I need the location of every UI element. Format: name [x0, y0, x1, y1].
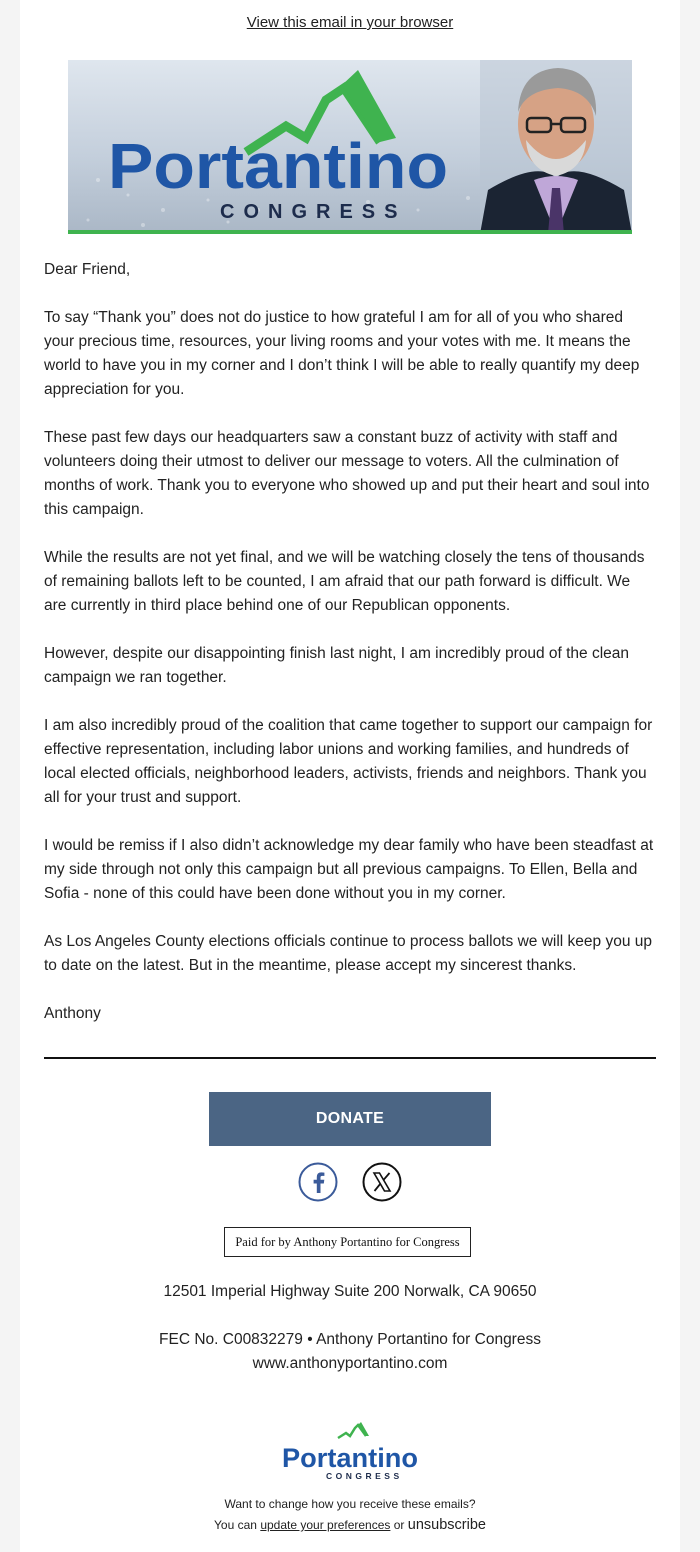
letter-signature: Anthony: [44, 1005, 101, 1022]
preferences-prompt: Want to change how you receive these emails?: [224, 1497, 476, 1511]
website-link[interactable]: www.anthonyportantino.com: [252, 1355, 448, 1372]
footer-logo-subtitle: CONGRESS: [326, 1471, 403, 1481]
letter-content: [44, 258, 656, 1050]
update-preferences-link[interactable]: update your preferences: [260, 1518, 391, 1532]
you-can-text: You can: [214, 1518, 257, 1532]
footer-logo-title: Portantino: [282, 1443, 418, 1473]
unsubscribe-link[interactable]: unsubscribe: [407, 1517, 486, 1533]
letter-paragraph: To say “Thank you” does not do justice to how grateful I am for all of you who shared your precious time, resources, your living rooms and your votes with me. It means the world to have you in my corner and I don’t think I will be able to really quantify my deep appreciation for you.: [44, 309, 640, 398]
facebook-icon[interactable]: [298, 1162, 338, 1202]
letter-paragraph: These past few days our headquarters saw a constant buzz of activity with staff and volunteers doing their utmost to deliver our message to voters. All the culmination of months of work. Thank you to everyone who showed up and put their heart and soul into this campaign.: [44, 429, 650, 518]
campaign-banner: [68, 60, 632, 234]
paid-for-disclaimer: Paid for by Anthony Portantino for Congress: [224, 1227, 471, 1257]
candidate-portrait: [480, 60, 632, 234]
letter-paragraph: While the results are not yet final, and we will be watching closely the tens of thousands of remaining ballots left to be counted, I am afraid that our path forward is difficult. We are currently in third place behind one of our Republican opponents.: [44, 549, 645, 614]
view-in-browser-link[interactable]: View this email in your browser: [246, 14, 454, 31]
letter-paragraph: I am also incredibly proud of the coalition that came together to support our campaign for effective representation, including labor unions and working families, and hundreds of local elected officials, neighborhood leaders, activists, friends and neighbors. Thank you all for your trust and support.: [44, 717, 653, 806]
or-text: or: [393, 1518, 405, 1532]
letter-paragraph: However, despite our disappointing finish last night, I am incredibly proud of the clean campaign we ran together.: [44, 645, 630, 686]
mailing-address: 12501 Imperial Highway Suite 200 Norwalk, CA 90650: [163, 1283, 537, 1300]
fec-disclosure: FEC No. C00832279 • Anthony Portantino for Congress: [159, 1331, 541, 1348]
letter-paragraph: As Los Angeles County elections officials continue to process ballots we will keep you up to date on the latest. But in the meantime, please accept my sincerest thanks.: [44, 933, 653, 974]
donate-button[interactable]: DONATE: [209, 1092, 491, 1146]
section-divider: [44, 1057, 656, 1059]
banner-logo-title: Portantino: [108, 130, 448, 202]
letter-paragraph: I would be remiss if I also didn’t acknowledge my dear family who have been steadfast at my side through not only this campaign but all previous campaigns. To Ellen, Bella and Sofia - none of this could have been done without you in my corner.: [44, 837, 654, 902]
banner-logo-subtitle: CONGRESS: [220, 201, 407, 223]
email-body: [20, 0, 680, 1552]
letter-greeting: Dear Friend,: [44, 261, 131, 278]
x-icon[interactable]: [362, 1162, 402, 1202]
footer-logo: [280, 1420, 420, 1482]
preferences-line: [20, 1517, 680, 1533]
